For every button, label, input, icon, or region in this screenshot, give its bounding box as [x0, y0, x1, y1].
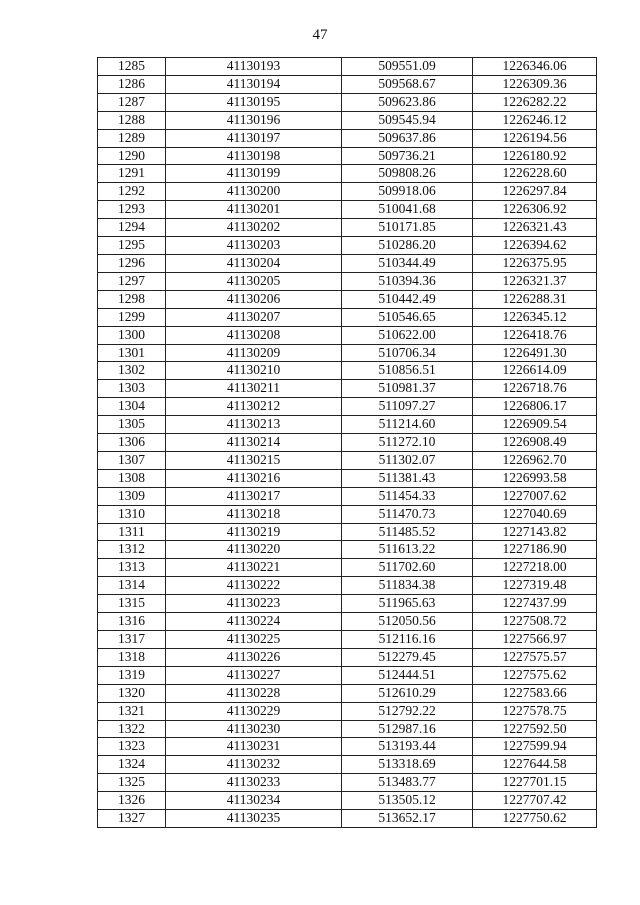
y-coordinate-cell: 1227575.57: [473, 648, 597, 666]
y-coordinate-cell: 1227701.15: [473, 774, 597, 792]
y-coordinate-cell: 1226180.92: [473, 147, 597, 165]
coordinates-table: [97, 57, 597, 828]
point-id-cell: 41130209: [166, 344, 342, 362]
point-id-cell: 41130224: [166, 613, 342, 631]
y-coordinate-cell: 1226346.06: [473, 58, 597, 76]
x-coordinate-cell: 513483.77: [342, 774, 473, 792]
row-number-cell: 1291: [98, 165, 166, 183]
row-number-cell: 1314: [98, 577, 166, 595]
y-coordinate-cell: 1227583.66: [473, 684, 597, 702]
x-coordinate-cell: 510981.37: [342, 380, 473, 398]
x-coordinate-cell: 511702.60: [342, 559, 473, 577]
table-row: [98, 613, 597, 631]
point-id-cell: 41130231: [166, 738, 342, 756]
row-number-cell: 1296: [98, 254, 166, 272]
point-id-cell: 41130202: [166, 219, 342, 237]
y-coordinate-cell: 1227750.62: [473, 810, 597, 828]
y-coordinate-cell: 1226321.37: [473, 272, 597, 290]
x-coordinate-cell: 512610.29: [342, 684, 473, 702]
row-number-cell: 1290: [98, 147, 166, 165]
x-coordinate-cell: 509551.09: [342, 58, 473, 76]
x-coordinate-cell: 511214.60: [342, 416, 473, 434]
table-row: [98, 183, 597, 201]
table-row: [98, 129, 597, 147]
table-row: [98, 577, 597, 595]
x-coordinate-cell: 510286.20: [342, 237, 473, 255]
table-row: [98, 684, 597, 702]
point-id-cell: 41130215: [166, 451, 342, 469]
row-number-cell: 1311: [98, 523, 166, 541]
table-row: [98, 774, 597, 792]
x-coordinate-cell: 511454.33: [342, 487, 473, 505]
y-coordinate-cell: 1226908.49: [473, 434, 597, 452]
point-id-cell: 41130213: [166, 416, 342, 434]
point-id-cell: 41130219: [166, 523, 342, 541]
y-coordinate-cell: 1226321.43: [473, 219, 597, 237]
point-id-cell: 41130230: [166, 720, 342, 738]
y-coordinate-cell: 1226394.62: [473, 237, 597, 255]
point-id-cell: 41130199: [166, 165, 342, 183]
row-number-cell: 1325: [98, 774, 166, 792]
point-id-cell: 41130193: [166, 58, 342, 76]
table-row: [98, 434, 597, 452]
point-id-cell: 41130201: [166, 201, 342, 219]
coordinates-table-body: [98, 58, 597, 828]
point-id-cell: 41130217: [166, 487, 342, 505]
point-id-cell: 41130194: [166, 75, 342, 93]
table-row: [98, 344, 597, 362]
table-row: [98, 451, 597, 469]
x-coordinate-cell: 512116.16: [342, 631, 473, 649]
row-number-cell: 1323: [98, 738, 166, 756]
y-coordinate-cell: 1227143.82: [473, 523, 597, 541]
y-coordinate-cell: 1227007.62: [473, 487, 597, 505]
row-number-cell: 1326: [98, 792, 166, 810]
table-row: [98, 487, 597, 505]
table-row: [98, 738, 597, 756]
row-number-cell: 1288: [98, 111, 166, 129]
x-coordinate-cell: 512444.51: [342, 666, 473, 684]
y-coordinate-cell: 1227319.48: [473, 577, 597, 595]
point-id-cell: 41130222: [166, 577, 342, 595]
x-coordinate-cell: 512987.16: [342, 720, 473, 738]
x-coordinate-cell: 513193.44: [342, 738, 473, 756]
row-number-cell: 1306: [98, 434, 166, 452]
point-id-cell: 41130220: [166, 541, 342, 559]
row-number-cell: 1294: [98, 219, 166, 237]
y-coordinate-cell: 1226306.92: [473, 201, 597, 219]
point-id-cell: 41130211: [166, 380, 342, 398]
x-coordinate-cell: 512050.56: [342, 613, 473, 631]
x-coordinate-cell: 511613.22: [342, 541, 473, 559]
table-row: [98, 666, 597, 684]
point-id-cell: 41130226: [166, 648, 342, 666]
row-number-cell: 1319: [98, 666, 166, 684]
table-row: [98, 720, 597, 738]
row-number-cell: 1309: [98, 487, 166, 505]
row-number-cell: 1293: [98, 201, 166, 219]
point-id-cell: 41130204: [166, 254, 342, 272]
table-row: [98, 416, 597, 434]
y-coordinate-cell: 1226228.60: [473, 165, 597, 183]
y-coordinate-cell: 1227575.62: [473, 666, 597, 684]
y-coordinate-cell: 1226418.76: [473, 326, 597, 344]
table-row: [98, 505, 597, 523]
point-id-cell: 41130210: [166, 362, 342, 380]
table-row: [98, 254, 597, 272]
y-coordinate-cell: 1226993.58: [473, 469, 597, 487]
table-row: [98, 93, 597, 111]
table-row: [98, 595, 597, 613]
row-number-cell: 1322: [98, 720, 166, 738]
point-id-cell: 41130197: [166, 129, 342, 147]
x-coordinate-cell: 510546.65: [342, 308, 473, 326]
table-row: [98, 559, 597, 577]
point-id-cell: 41130207: [166, 308, 342, 326]
row-number-cell: 1310: [98, 505, 166, 523]
table-row: [98, 362, 597, 380]
row-number-cell: 1301: [98, 344, 166, 362]
table-row: [98, 111, 597, 129]
x-coordinate-cell: 510041.68: [342, 201, 473, 219]
table-row: [98, 702, 597, 720]
x-coordinate-cell: 511965.63: [342, 595, 473, 613]
y-coordinate-cell: 1227578.75: [473, 702, 597, 720]
x-coordinate-cell: 509637.86: [342, 129, 473, 147]
row-number-cell: 1287: [98, 93, 166, 111]
x-coordinate-cell: 511097.27: [342, 398, 473, 416]
x-coordinate-cell: 509808.26: [342, 165, 473, 183]
row-number-cell: 1300: [98, 326, 166, 344]
point-id-cell: 41130198: [166, 147, 342, 165]
y-coordinate-cell: 1226909.54: [473, 416, 597, 434]
point-id-cell: 41130223: [166, 595, 342, 613]
y-coordinate-cell: 1227437.99: [473, 595, 597, 613]
table-row: [98, 219, 597, 237]
y-coordinate-cell: 1227592.50: [473, 720, 597, 738]
point-id-cell: 41130228: [166, 684, 342, 702]
row-number-cell: 1298: [98, 290, 166, 308]
y-coordinate-cell: 1227508.72: [473, 613, 597, 631]
x-coordinate-cell: 509918.06: [342, 183, 473, 201]
point-id-cell: 41130205: [166, 272, 342, 290]
x-coordinate-cell: 512279.45: [342, 648, 473, 666]
table-row: [98, 237, 597, 255]
x-coordinate-cell: 511381.43: [342, 469, 473, 487]
point-id-cell: 41130225: [166, 631, 342, 649]
row-number-cell: 1304: [98, 398, 166, 416]
y-coordinate-cell: 1227644.58: [473, 756, 597, 774]
table-row: [98, 380, 597, 398]
row-number-cell: 1312: [98, 541, 166, 559]
point-id-cell: 41130234: [166, 792, 342, 810]
y-coordinate-cell: 1226309.36: [473, 75, 597, 93]
y-coordinate-cell: 1226718.76: [473, 380, 597, 398]
point-id-cell: 41130229: [166, 702, 342, 720]
row-number-cell: 1285: [98, 58, 166, 76]
y-coordinate-cell: 1227218.00: [473, 559, 597, 577]
y-coordinate-cell: 1226282.22: [473, 93, 597, 111]
table-row: [98, 631, 597, 649]
x-coordinate-cell: 513505.12: [342, 792, 473, 810]
y-coordinate-cell: 1226962.70: [473, 451, 597, 469]
x-coordinate-cell: 511470.73: [342, 505, 473, 523]
point-id-cell: 41130196: [166, 111, 342, 129]
table-row: [98, 792, 597, 810]
x-coordinate-cell: 511485.52: [342, 523, 473, 541]
table-row: [98, 810, 597, 828]
table-row: [98, 648, 597, 666]
table-row: [98, 272, 597, 290]
table-row: [98, 58, 597, 76]
row-number-cell: 1315: [98, 595, 166, 613]
row-number-cell: 1289: [98, 129, 166, 147]
x-coordinate-cell: 509545.94: [342, 111, 473, 129]
table-row: [98, 523, 597, 541]
point-id-cell: 41130227: [166, 666, 342, 684]
table-row: [98, 326, 597, 344]
y-coordinate-cell: 1226345.12: [473, 308, 597, 326]
row-number-cell: 1324: [98, 756, 166, 774]
table-row: [98, 398, 597, 416]
x-coordinate-cell: 509736.21: [342, 147, 473, 165]
table-row: [98, 541, 597, 559]
row-number-cell: 1316: [98, 613, 166, 631]
y-coordinate-cell: 1226375.95: [473, 254, 597, 272]
y-coordinate-cell: 1226491.30: [473, 344, 597, 362]
row-number-cell: 1318: [98, 648, 166, 666]
x-coordinate-cell: 510706.34: [342, 344, 473, 362]
table-row: [98, 147, 597, 165]
row-number-cell: 1299: [98, 308, 166, 326]
point-id-cell: 41130233: [166, 774, 342, 792]
y-coordinate-cell: 1226194.56: [473, 129, 597, 147]
row-number-cell: 1297: [98, 272, 166, 290]
point-id-cell: 41130214: [166, 434, 342, 452]
y-coordinate-cell: 1227040.69: [473, 505, 597, 523]
row-number-cell: 1321: [98, 702, 166, 720]
row-number-cell: 1307: [98, 451, 166, 469]
table-row: [98, 290, 597, 308]
point-id-cell: 41130212: [166, 398, 342, 416]
row-number-cell: 1317: [98, 631, 166, 649]
x-coordinate-cell: 511272.10: [342, 434, 473, 452]
x-coordinate-cell: 510856.51: [342, 362, 473, 380]
point-id-cell: 41130195: [166, 93, 342, 111]
page-number: 47: [312, 27, 328, 43]
x-coordinate-cell: 510622.00: [342, 326, 473, 344]
y-coordinate-cell: 1226297.84: [473, 183, 597, 201]
row-number-cell: 1303: [98, 380, 166, 398]
table-row: [98, 201, 597, 219]
table-row: [98, 469, 597, 487]
row-number-cell: 1292: [98, 183, 166, 201]
table-row: [98, 756, 597, 774]
row-number-cell: 1302: [98, 362, 166, 380]
y-coordinate-cell: 1227566.97: [473, 631, 597, 649]
point-id-cell: 41130235: [166, 810, 342, 828]
x-coordinate-cell: 513318.69: [342, 756, 473, 774]
point-id-cell: 41130206: [166, 290, 342, 308]
table-row: [98, 75, 597, 93]
point-id-cell: 41130216: [166, 469, 342, 487]
row-number-cell: 1320: [98, 684, 166, 702]
x-coordinate-cell: 510171.85: [342, 219, 473, 237]
y-coordinate-cell: 1226806.17: [473, 398, 597, 416]
x-coordinate-cell: 511834.38: [342, 577, 473, 595]
row-number-cell: 1313: [98, 559, 166, 577]
x-coordinate-cell: 510394.36: [342, 272, 473, 290]
point-id-cell: 41130232: [166, 756, 342, 774]
point-id-cell: 41130221: [166, 559, 342, 577]
x-coordinate-cell: 510442.49: [342, 290, 473, 308]
row-number-cell: 1305: [98, 416, 166, 434]
point-id-cell: 41130208: [166, 326, 342, 344]
x-coordinate-cell: 513652.17: [342, 810, 473, 828]
y-coordinate-cell: 1226246.12: [473, 111, 597, 129]
point-id-cell: 41130200: [166, 183, 342, 201]
x-coordinate-cell: 512792.22: [342, 702, 473, 720]
x-coordinate-cell: 509623.86: [342, 93, 473, 111]
y-coordinate-cell: 1226614.09: [473, 362, 597, 380]
row-number-cell: 1295: [98, 237, 166, 255]
row-number-cell: 1327: [98, 810, 166, 828]
x-coordinate-cell: 510344.49: [342, 254, 473, 272]
row-number-cell: 1308: [98, 469, 166, 487]
table-row: [98, 308, 597, 326]
y-coordinate-cell: 1227707.42: [473, 792, 597, 810]
point-id-cell: 41130203: [166, 237, 342, 255]
y-coordinate-cell: 1226288.31: [473, 290, 597, 308]
x-coordinate-cell: 509568.67: [342, 75, 473, 93]
table-row: [98, 165, 597, 183]
y-coordinate-cell: 1227599.94: [473, 738, 597, 756]
row-number-cell: 1286: [98, 75, 166, 93]
x-coordinate-cell: 511302.07: [342, 451, 473, 469]
y-coordinate-cell: 1227186.90: [473, 541, 597, 559]
point-id-cell: 41130218: [166, 505, 342, 523]
